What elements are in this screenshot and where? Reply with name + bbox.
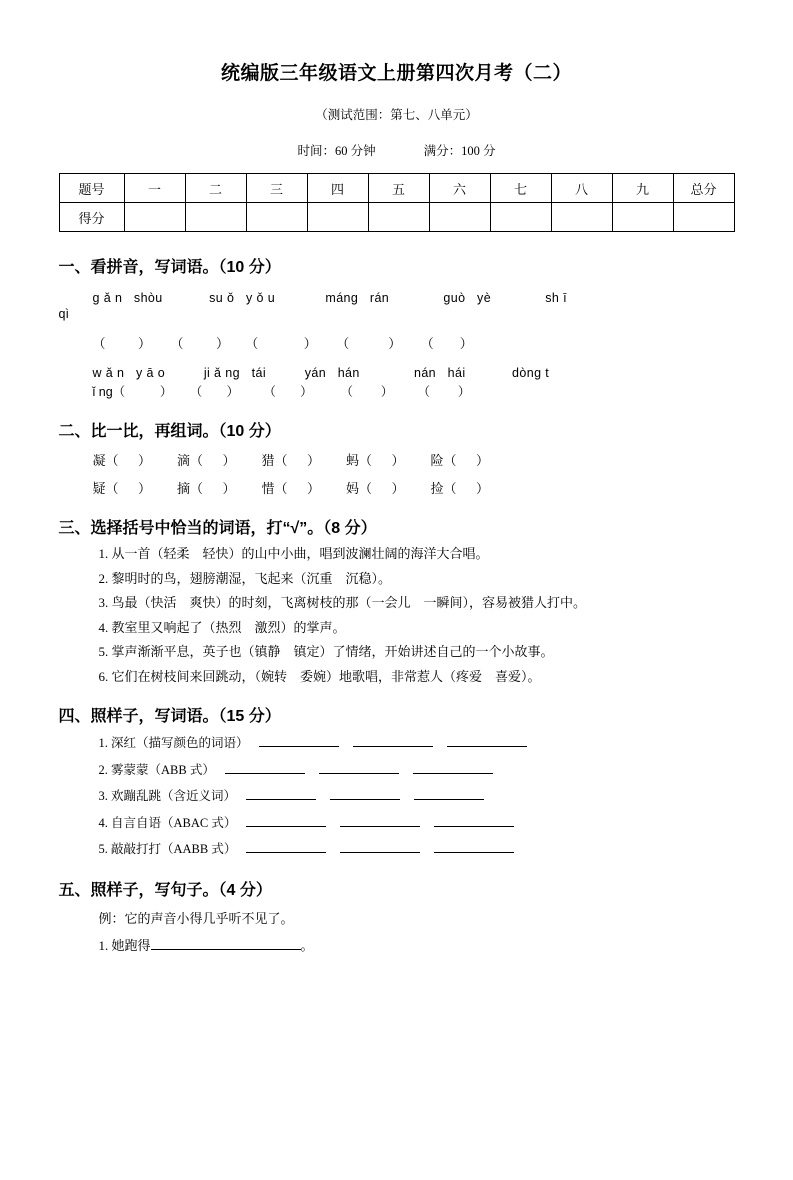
word-build-row-2[interactable]: 疑（ ） 摘（ ） 惜（ ） 妈（ ） 捡（ ） — [92, 481, 490, 496]
score-table-col-9: 总分 — [673, 174, 734, 203]
time-score-line — [0, 141, 793, 159]
page-title: 统编版三年级语文上册第四次月考（二） — [220, 63, 572, 84]
answer-blank[interactable] — [151, 936, 301, 950]
score-cell[interactable] — [551, 203, 612, 232]
score-table-col-1: 二 — [185, 174, 246, 203]
word-pattern-item-1[interactable] — [59, 733, 735, 753]
score-cell[interactable] — [246, 203, 307, 232]
choice-item-1[interactable]: 1. 从一首（轻柔 轻快）的山中小曲，唱到波澜壮阔的海洋大合唱。 — [98, 546, 489, 561]
score-cell[interactable] — [490, 203, 551, 232]
sentence-item-1-prefix: 1. 她跑得 — [98, 937, 151, 953]
word-pattern-label-4: 4. 自言自语（ABAC 式） — [98, 815, 237, 830]
answer-blank[interactable] — [259, 733, 339, 747]
score-table-col-2: 三 — [246, 174, 307, 203]
pinyin-row-1-wrap: qì — [58, 307, 69, 321]
word-pattern-item-3[interactable] — [59, 786, 735, 806]
section-heading-5: 五、照样子，写句子。（4 分） — [58, 881, 272, 899]
answer-blank[interactable] — [413, 760, 493, 774]
section-heading-2: 二、比一比，再组词。（10 分） — [58, 423, 281, 440]
exam-content — [59, 254, 735, 954]
score-cell[interactable] — [612, 203, 673, 232]
word-build-row-1[interactable]: 凝（ ） 滴（ ） 猎（ ） 蚂（ ） 险（ ） — [92, 453, 490, 468]
pinyin-row-2: w ǎ n y ā o ji ǎ ng tái yán hán nán hái dòng t — [92, 366, 550, 380]
table-row — [59, 203, 734, 232]
answer-blank[interactable] — [340, 813, 420, 827]
score-cell[interactable] — [185, 203, 246, 232]
test-scope-subtitle: （测试范围：第七、八单元） — [315, 108, 478, 122]
word-pattern-item-4[interactable] — [59, 813, 735, 833]
section-heading-3: 三、选择括号中恰当的词语，打“√”。（8 分） — [58, 520, 377, 537]
word-pattern-label-5: 5. 敲敲打打（AABB 式） — [98, 842, 237, 857]
answer-blank[interactable] — [447, 733, 527, 747]
pinyin-row-1: g ǎ n shòu su ǒ y ǒ u máng rán guò yè sh ī — [92, 291, 568, 305]
answer-blank[interactable] — [246, 786, 316, 800]
score-table-col-0: 一 — [124, 174, 185, 203]
answer-blank[interactable] — [319, 760, 399, 774]
score-table-row-label-1: 得分 — [59, 203, 124, 232]
section-heading-4: 四、照样子，写词语。（15 分） — [58, 708, 281, 726]
score-table-col-5: 六 — [429, 174, 490, 203]
pinyin-row-2-wrap[interactable]: ǐ ng（ ） （ ） （ ） （ ） （ ） — [92, 385, 471, 399]
answer-blank[interactable] — [225, 760, 305, 774]
choice-item-6[interactable]: 6. 它们在树枝间来回跳动，（婉转 委婉）地歌唱，非常惹人（疼爱 喜爱）。 — [98, 668, 541, 684]
sentence-item-1[interactable] — [59, 935, 735, 954]
choice-item-4[interactable]: 4. 教室里又响起了（热烈 激烈）的掌声。 — [98, 619, 346, 635]
answer-blank[interactable] — [434, 813, 514, 827]
score-table-col-7: 八 — [551, 174, 612, 203]
word-pattern-item-5[interactable] — [59, 839, 735, 859]
answer-blank[interactable] — [353, 733, 433, 747]
score-cell[interactable] — [307, 203, 368, 232]
word-pattern-label-2: 2. 雾蒙蒙（ABB 式） — [98, 762, 215, 777]
table-row — [59, 174, 734, 203]
score-table-col-8: 九 — [612, 174, 673, 203]
answer-blank[interactable] — [434, 839, 514, 853]
answer-blank[interactable] — [330, 786, 400, 800]
answer-blank[interactable] — [246, 839, 326, 853]
sentence-example: 例：它的声音小得几乎听不见了。 — [98, 910, 294, 926]
score-cell[interactable] — [429, 203, 490, 232]
score-table-row-label-0: 题号 — [59, 174, 124, 203]
answer-blank[interactable] — [246, 813, 326, 827]
choice-item-5[interactable]: 5. 掌声渐渐平息，英子也（镇静 镇定）了情绪，开始讲述自己的一个小故事。 — [98, 644, 554, 660]
section-heading-1: 一、看拼音，写词语。（10 分） — [58, 259, 281, 276]
answer-blank[interactable] — [414, 786, 484, 800]
total-score-label: 满分：100 分 — [423, 144, 496, 158]
score-cell[interactable] — [368, 203, 429, 232]
choice-item-3[interactable]: 3. 鸟最（快活 爽快）的时刻，飞离树枝的那（一会儿 一瞬间），容易被猎人打中。 — [98, 595, 587, 611]
score-table — [59, 173, 735, 232]
word-pattern-item-2[interactable] — [59, 760, 735, 780]
answer-blank-row-1[interactable]: （ ） （ ） （ ） （ ） （ ） — [92, 336, 473, 351]
exam-paper-page — [0, 58, 793, 1180]
word-pattern-label-3: 3. 欢蹦乱跳（含近义词） — [98, 789, 237, 804]
score-table-col-6: 七 — [490, 174, 551, 203]
score-cell[interactable] — [124, 203, 185, 232]
word-pattern-label-1: 1. 深红（描写颜色的词语） — [98, 736, 249, 751]
score-cell[interactable] — [673, 203, 734, 232]
choice-item-2[interactable]: 2. 黎明时的鸟，翅膀潮湿，飞起来（沉重 沉稳）。 — [98, 570, 392, 586]
answer-blank[interactable] — [340, 839, 420, 853]
time-label: 时间：60 分钟 — [297, 144, 376, 158]
score-table-col-3: 四 — [307, 174, 368, 203]
score-table-col-4: 五 — [368, 174, 429, 203]
sentence-item-1-suffix: 。 — [300, 937, 314, 953]
